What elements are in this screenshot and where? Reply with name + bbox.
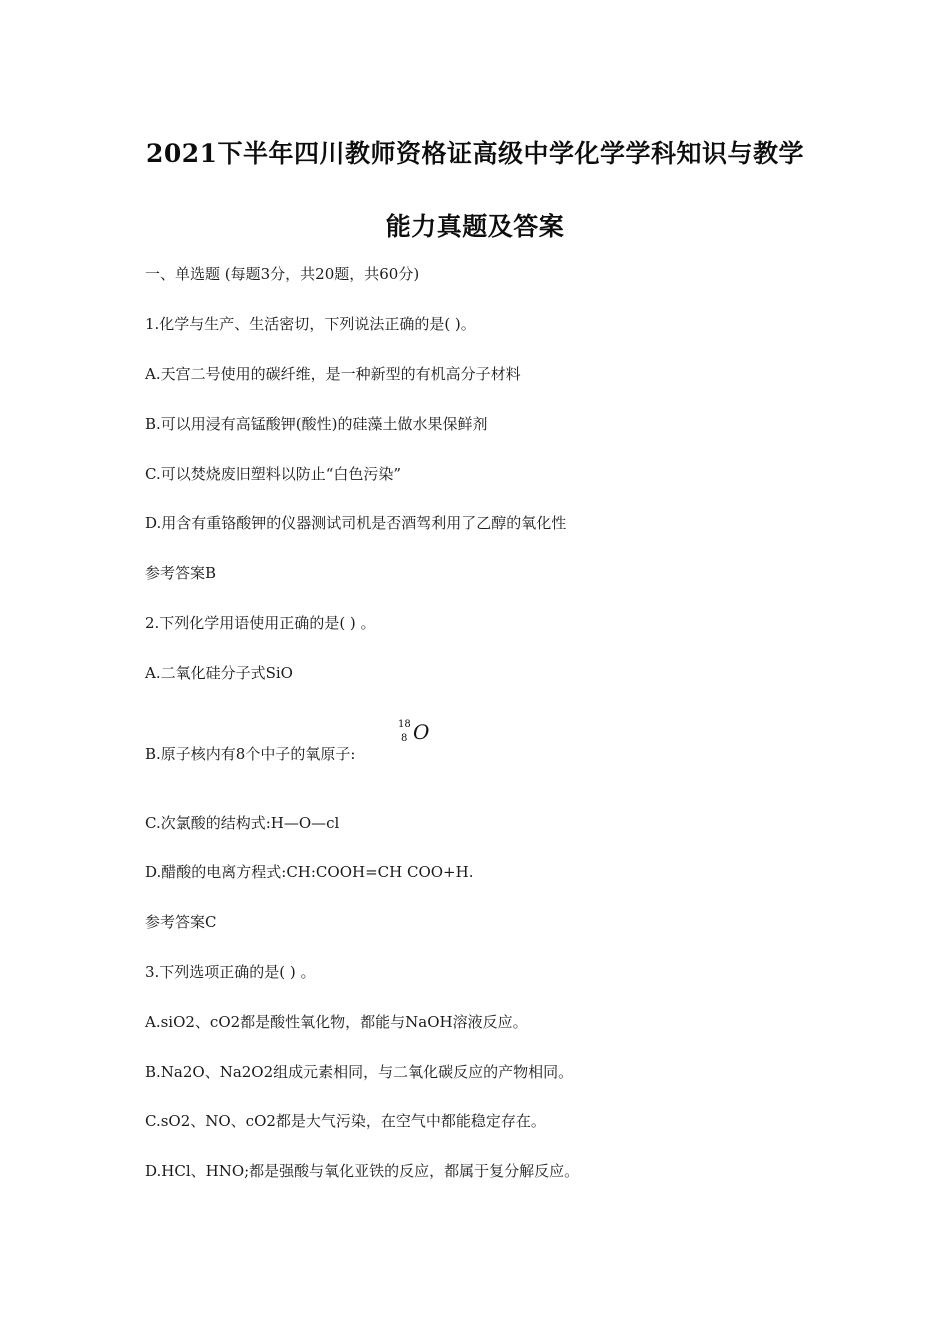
question-1-stem: 1.化学与生产、生活密切，下列说法正确的是( )。 [145, 315, 476, 333]
isotope-element-symbol: O [413, 720, 430, 744]
question-1-answer: 参考答案B [145, 564, 217, 582]
section-header: 一、单选题 (每题3分，共20题，共60分) [145, 265, 420, 283]
oxygen-18-isotope-symbol [398, 720, 438, 750]
question-3-option-b: B.Na2O、Na2O2组成元素相同，与二氧化碳反应的产物相同。 [145, 1063, 574, 1081]
question-2-option-a: A.二氧化硅分子式SiO [145, 664, 293, 682]
question-2-answer: 参考答案C [145, 913, 217, 931]
question-1-option-a: A.天宫二号使用的碳纤维，是一种新型的有机高分子材料 [145, 365, 521, 383]
question-3-stem: 3.下列选项正确的是( ) 。 [145, 963, 316, 981]
question-2-option-c: C.次氯酸的结构式:H—O—cl [145, 814, 340, 832]
question-1-option-b: B.可以用浸有高锰酸钾(酸性)的硅藻土做水果保鲜剂 [145, 415, 488, 433]
question-2-stem: 2.下列化学用语使用正确的是( ) 。 [145, 614, 376, 632]
question-3-option-a: A.siO2、cO2都是酸性氧化物，都能与NaOH溶液反应。 [145, 1013, 528, 1031]
question-1-option-d: D.用含有重铬酸钾的仪器测试司机是否酒驾利用了乙醇的氧化性 [145, 514, 567, 532]
isotope-atomic-number: 8 [401, 733, 408, 744]
document-title-line-1: 2021下半年四川教师资格证高级中学化学学科知识与教学 [145, 139, 805, 168]
question-3-option-d: D.HCl、HNO;都是强酸与氧化亚铁的反应，都属于复分解反应。 [145, 1162, 580, 1180]
question-2-option-d: D.醋酸的电离方程式:CH:COOH=CH COO+H. [145, 863, 474, 881]
document-title-line-2: 能力真题及答案 [385, 212, 565, 241]
question-3-option-c: C.sO2、NO、cO2都是大气污染，在空气中都能稳定存在。 [145, 1112, 546, 1130]
isotope-mass-number: 18 [398, 719, 411, 730]
question-2-option-b: B.原子核内有8个中子的氧原子: [145, 745, 356, 763]
question-1-option-c: C.可以焚烧废旧塑料以防止“白色污染” [145, 465, 402, 483]
